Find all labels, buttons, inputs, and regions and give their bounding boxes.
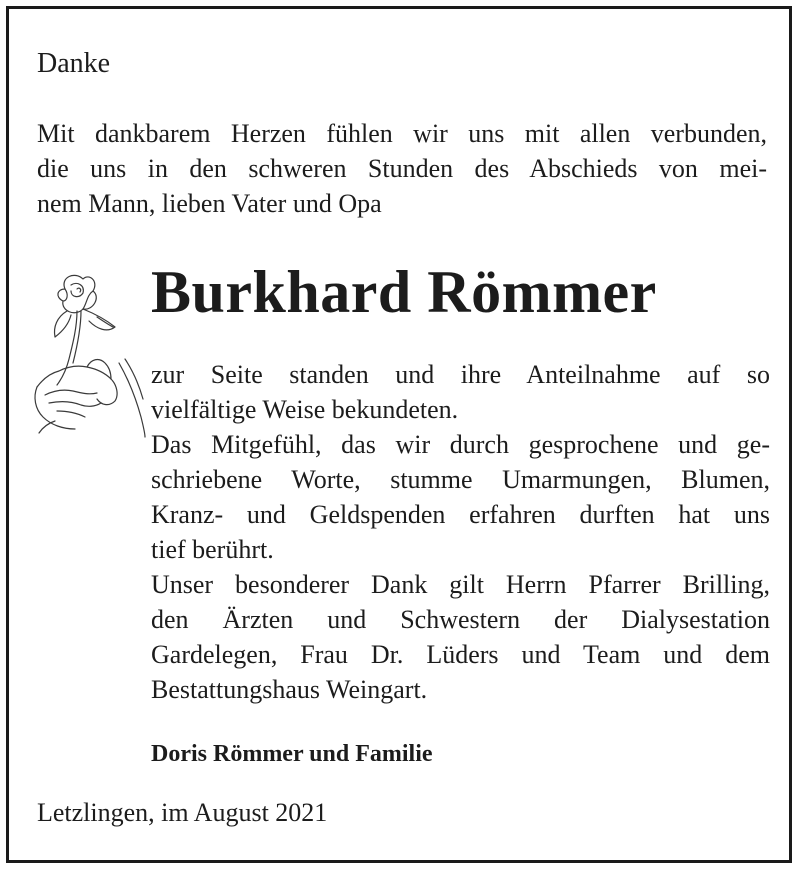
place-date: Letzlingen, im August 2021: [37, 798, 328, 827]
body-line: schriebene Worte, stumme Umarmungen, Blumen,: [151, 465, 770, 494]
rose-in-hand-icon: [27, 267, 149, 439]
body-line: vielfältige Weise bekundeten.: [151, 395, 459, 424]
intro-line: die uns in den schweren Stunden des Abschieds von mei-: [37, 154, 767, 183]
body-line: Unser besonderer Dank gilt Herrn Pfarrer Brilling,: [151, 570, 770, 599]
intro-line: nem Mann, lieben Vater und Opa: [37, 189, 382, 218]
body-line: Das Mitgefühl, das wir durch gesprochene und ge-: [151, 430, 770, 459]
body-line: Bestattungshaus Weingart.: [151, 675, 428, 704]
body-line: Kranz- und Geldspenden erfahren durften hat uns: [151, 500, 770, 529]
notice-heading: Danke: [37, 48, 111, 79]
body-line: zur Seite standen und ihre Anteilnahme auf so: [151, 360, 770, 389]
intro-paragraph: [37, 116, 767, 221]
intro-line: Mit dankbarem Herzen fühlen wir uns mit allen verbunden,: [37, 119, 767, 148]
signature: Doris Römmer und Familie: [151, 741, 433, 767]
deceased-name: Burkhard Römmer: [151, 259, 657, 325]
obituary-notice: [6, 6, 792, 863]
body-paragraph: [151, 357, 770, 707]
body-line: Gardelegen, Frau Dr. Lüders und Team und dem: [151, 640, 770, 669]
body-line: tief berührt.: [151, 535, 274, 564]
body-line: den Ärzten und Schwestern der Dialysestation: [151, 605, 770, 634]
